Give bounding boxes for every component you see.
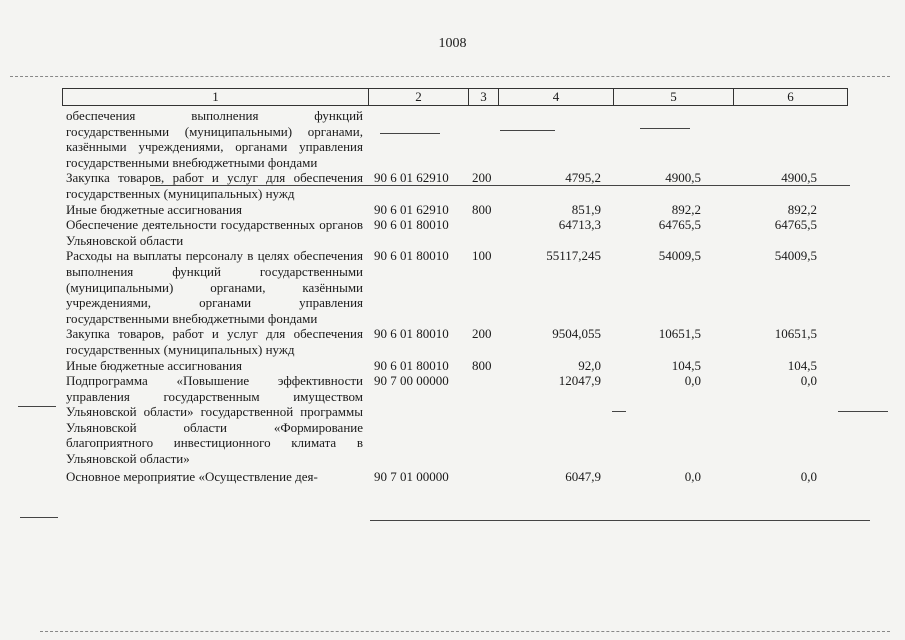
- table-row: [66, 469, 852, 485]
- scan-line: [370, 520, 870, 521]
- scan-line: [150, 185, 850, 186]
- row-value-1: 9504,055: [552, 326, 601, 342]
- column-header-6: 6: [787, 89, 794, 104]
- scan-line: [640, 128, 690, 129]
- row-code: 90 6 01 62910: [374, 201, 449, 217]
- row-code: 90 6 01 80010: [374, 217, 449, 233]
- budget-table: [66, 108, 852, 484]
- row-name: Закупка товаров, работ и услуг для обеспечения государственных (муниципальных) нужд: [66, 170, 363, 201]
- row-value-3: 0,0: [800, 468, 817, 484]
- scan-line: [40, 631, 890, 633]
- scan-line: [612, 411, 626, 412]
- row-value-2: 10651,5: [658, 326, 701, 342]
- row-value-2: 104,5: [671, 357, 701, 373]
- row-value-1: 12047,9: [558, 373, 601, 389]
- column-header-2: 2: [369, 89, 469, 105]
- table-header: [62, 88, 848, 106]
- scan-line: [380, 133, 440, 134]
- row-value-2: 4900,5: [665, 170, 701, 186]
- row-value-1: 851,9: [571, 201, 601, 217]
- column-header-5: 5: [614, 89, 734, 105]
- table-row: [66, 108, 852, 170]
- row-value-2: 64765,5: [658, 217, 701, 233]
- scan-line: [10, 76, 890, 78]
- row-name: Обеспечение деятельности государственных органов Ульяновской области: [66, 217, 363, 248]
- scan-line: [20, 517, 58, 518]
- row-value-1: 4795,2: [565, 170, 601, 186]
- row-code: 90 6 01 80010: [374, 248, 449, 264]
- row-value-1: 55117,245: [546, 248, 601, 264]
- row-code: 90 6 01 62910: [374, 170, 449, 186]
- scan-line: [838, 411, 888, 412]
- row-name: обеспечения выполнения функций государственными (муниципальными) органами, казёнными учреждениями, органами управления государственными внебюджетными фондами: [66, 108, 363, 170]
- table-row: [66, 358, 852, 374]
- row-value-2: 0,0: [684, 468, 701, 484]
- table-row: [66, 373, 852, 467]
- row-name: Закупка товаров, работ и услуг для обеспечения государственных (муниципальных) нужд: [66, 326, 363, 357]
- column-header-1: 1: [63, 89, 369, 105]
- row-value-1: 64713,3: [558, 217, 601, 233]
- row-value-3: 64765,5: [774, 217, 817, 233]
- row-code: 90 7 01 00000: [374, 468, 449, 484]
- column-header-4: 4: [499, 89, 614, 105]
- row-name: Основное мероприятие «Осуществление дея-: [66, 468, 318, 484]
- scan-line: [18, 406, 56, 407]
- row-name: Иные бюджетные ассигнования: [66, 201, 243, 217]
- row-type: 200: [472, 170, 492, 186]
- row-code: 90 6 01 80010: [374, 357, 449, 373]
- table-row: [66, 248, 852, 326]
- scan-line: [500, 130, 555, 131]
- row-value-1: 6047,9: [565, 468, 601, 484]
- row-type: 200: [472, 326, 492, 342]
- row-type: 100: [472, 248, 492, 264]
- row-value-3: 892,2: [787, 201, 817, 217]
- row-code: 90 7 00 00000: [374, 373, 449, 389]
- column-header-3: 3: [469, 89, 499, 105]
- row-type: 800: [472, 201, 492, 217]
- row-type: 800: [472, 357, 492, 373]
- row-name: Расходы на выплаты персоналу в целях обеспечения выполнения функций государственными (муниципальными) органами, казёнными учреждениями, органами управления государственными внебюджетными фондами: [66, 248, 363, 326]
- table-row: [66, 202, 852, 218]
- row-code: 90 6 01 80010: [374, 326, 449, 342]
- row-value-3: 0,0: [800, 373, 817, 389]
- row-value-3: 10651,5: [774, 326, 817, 342]
- page-number: 1008: [438, 36, 467, 51]
- row-name: Подпрограмма «Повышение эффективности управления государственным имуществом Ульяновской области» государственной программы Ульяновской области «Формирование благоприятного инвестиционного климата в Ульяновской области»: [66, 373, 363, 467]
- table-row: [66, 217, 852, 248]
- row-value-2: 54009,5: [658, 248, 701, 264]
- row-value-2: 0,0: [684, 373, 701, 389]
- row-name: Иные бюджетные ассигнования: [66, 357, 243, 373]
- row-value-2: 892,2: [671, 201, 701, 217]
- table-row: [66, 326, 852, 357]
- row-value-3: 104,5: [787, 357, 817, 373]
- row-value-3: 54009,5: [774, 248, 817, 264]
- row-value-3: 4900,5: [781, 170, 817, 186]
- row-value-1: 92,0: [578, 357, 601, 373]
